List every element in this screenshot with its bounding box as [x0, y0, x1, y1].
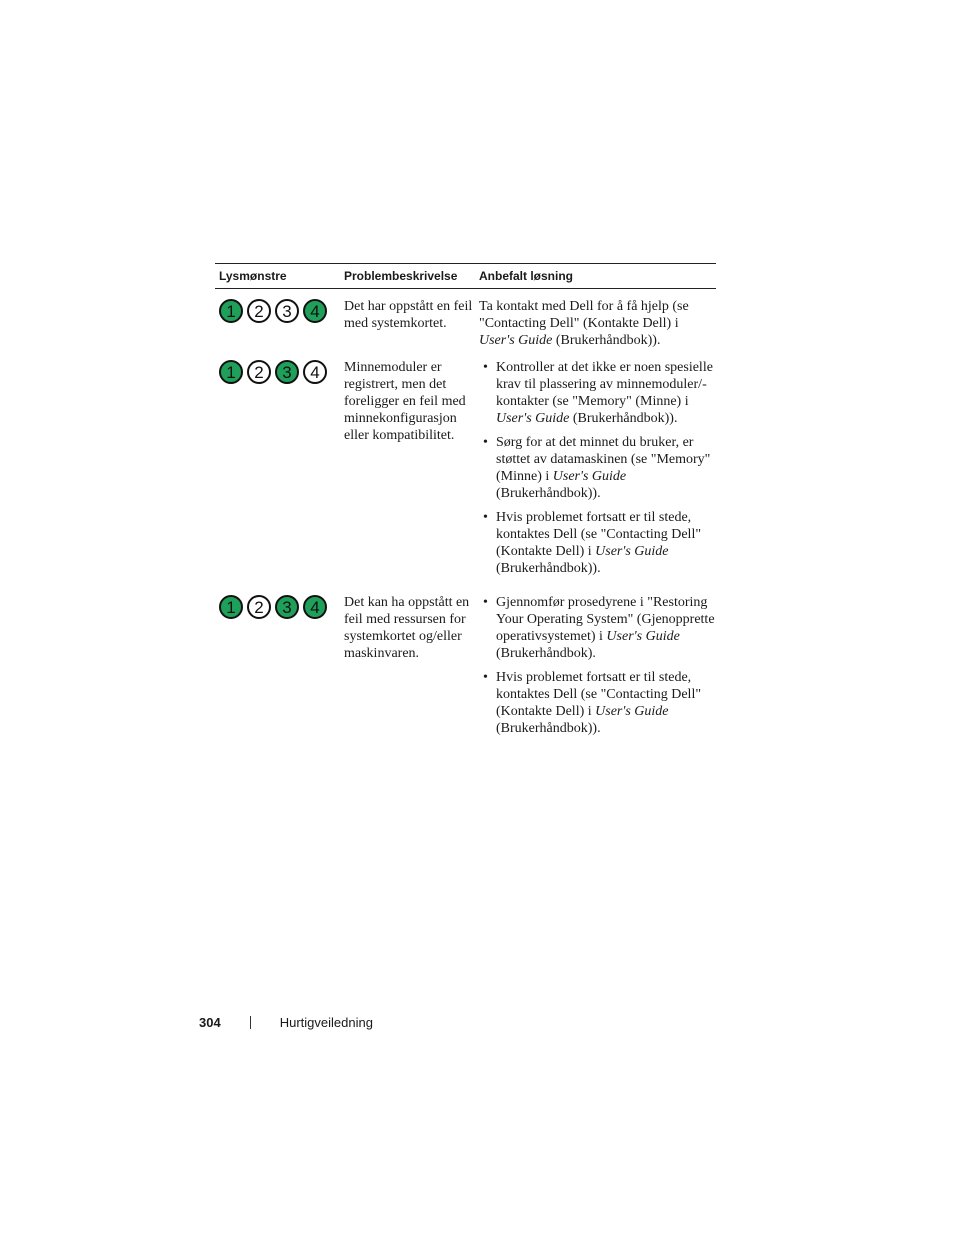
section-title: Hurtigveiledning: [279, 1015, 373, 1030]
book-title: User's Guide: [595, 544, 669, 559]
diagnostic-lights: [219, 359, 344, 384]
solution-text-part: (Brukerhåndbok)).: [552, 333, 661, 348]
recommended-solution-cell: [479, 594, 716, 744]
diagnostic-lights-table: [215, 263, 716, 744]
diagnostic-light-1-icon: 1: [219, 595, 243, 619]
diagnostic-light-4-icon: 4: [303, 595, 327, 619]
book-title: User's Guide: [552, 469, 627, 484]
book-title: User's Guide: [479, 333, 553, 348]
diagnostic-light-4-icon: 4: [303, 299, 327, 323]
table-body: [215, 298, 716, 744]
book-title: User's Guide: [606, 629, 680, 644]
diagnostic-light-3-icon: 3: [275, 595, 299, 619]
table-row: [215, 359, 716, 584]
list-item: [479, 359, 716, 427]
list-item: [479, 594, 716, 662]
solution-steps-list: [479, 594, 716, 737]
solution-text-part: Gjennomfør prosedyrene i "Restoring Your Operating System" (Gjenopprette operativsystemet) i: [496, 595, 715, 644]
bullet-icon: •: [483, 670, 488, 685]
book-title: User's Guide: [496, 411, 570, 426]
light-pattern-cell: [215, 594, 344, 619]
book-title: User's Guide: [595, 704, 669, 719]
header-light-patterns: Lysmønstre: [219, 269, 287, 283]
diagnostic-light-2-icon: 2: [247, 360, 271, 384]
problem-description-cell: Det kan ha oppstått en feil med ressursen for systemkortet og/eller maskinvaren.: [344, 595, 470, 661]
solution-text-part: (Brukerhåndbok)).: [569, 411, 678, 426]
solution-text-part: Hvis problemet fortsatt er til stede, kontaktes Dell (se "Contacting Dell" (Kontakte Dell) i: [496, 670, 702, 719]
diagnostic-light-4-icon: 4: [303, 360, 327, 384]
light-pattern-cell: [215, 359, 344, 384]
solution-text-part: Ta kontakt med Dell for å få hjelp (se "Contacting Dell" (Kontakte Dell) i: [479, 299, 689, 331]
footer-separator: [250, 1016, 251, 1029]
diagnostic-light-2-icon: 2: [247, 299, 271, 323]
diagnostic-light-2-icon: 2: [247, 595, 271, 619]
problem-description-cell: Minnemoduler er registrert, men det foreligger en feil med minnekonfigurasjon eller kompatibilitet.: [344, 360, 466, 443]
diagnostic-light-1-icon: 1: [219, 360, 243, 384]
solution-steps-list: [479, 359, 716, 577]
header-recommended-solution: Anbefalt løsning: [479, 269, 573, 283]
solution-text-part: Sørg for at det minnet du bruker, er støttet av datamaskinen (se "Memory" (Minne) i: [496, 435, 711, 484]
list-item: [479, 509, 716, 577]
table-row: [215, 594, 716, 744]
bullet-icon: •: [483, 510, 488, 525]
recommended-solution-cell: [479, 298, 716, 349]
diagnostic-light-1-icon: 1: [219, 299, 243, 323]
diagnostic-lights: [219, 594, 344, 619]
solution-text-part: (Brukerhåndbok).: [496, 646, 596, 661]
light-pattern-cell: [215, 298, 344, 323]
solution-text-part: Hvis problemet fortsatt er til stede, kontaktes Dell (se "Contacting Dell" (Kontakte Dell) i: [496, 510, 702, 559]
table-row: [215, 298, 716, 349]
problem-description-cell: Det har oppstått en feil med systemkortet.: [344, 299, 473, 331]
solution-text-part: (Brukerhåndbok)).: [496, 721, 601, 736]
bullet-icon: •: [483, 435, 488, 450]
solution-text-part: (Brukerhåndbok)).: [496, 561, 601, 576]
list-item: [479, 669, 716, 737]
table-header: [215, 263, 716, 289]
bullet-icon: •: [483, 595, 488, 610]
page-number: 304: [199, 1015, 221, 1030]
list-item: [479, 434, 716, 502]
solution-text: [479, 298, 716, 349]
header-problem-description: Problembeskrivelse: [344, 269, 458, 283]
solution-text-part: (Brukerhåndbok)).: [496, 486, 601, 501]
recommended-solution-cell: [479, 359, 716, 584]
solution-text-part: Kontroller at det ikke er noen spesielle krav til plassering av minnemoduler/-kontakter (se "Memory" (Minne) i: [496, 360, 713, 409]
diagnostic-light-3-icon: 3: [275, 299, 299, 323]
diagnostic-light-3-icon: 3: [275, 360, 299, 384]
page-footer: [199, 1015, 373, 1030]
diagnostic-lights: [219, 298, 344, 323]
bullet-icon: •: [483, 360, 488, 375]
